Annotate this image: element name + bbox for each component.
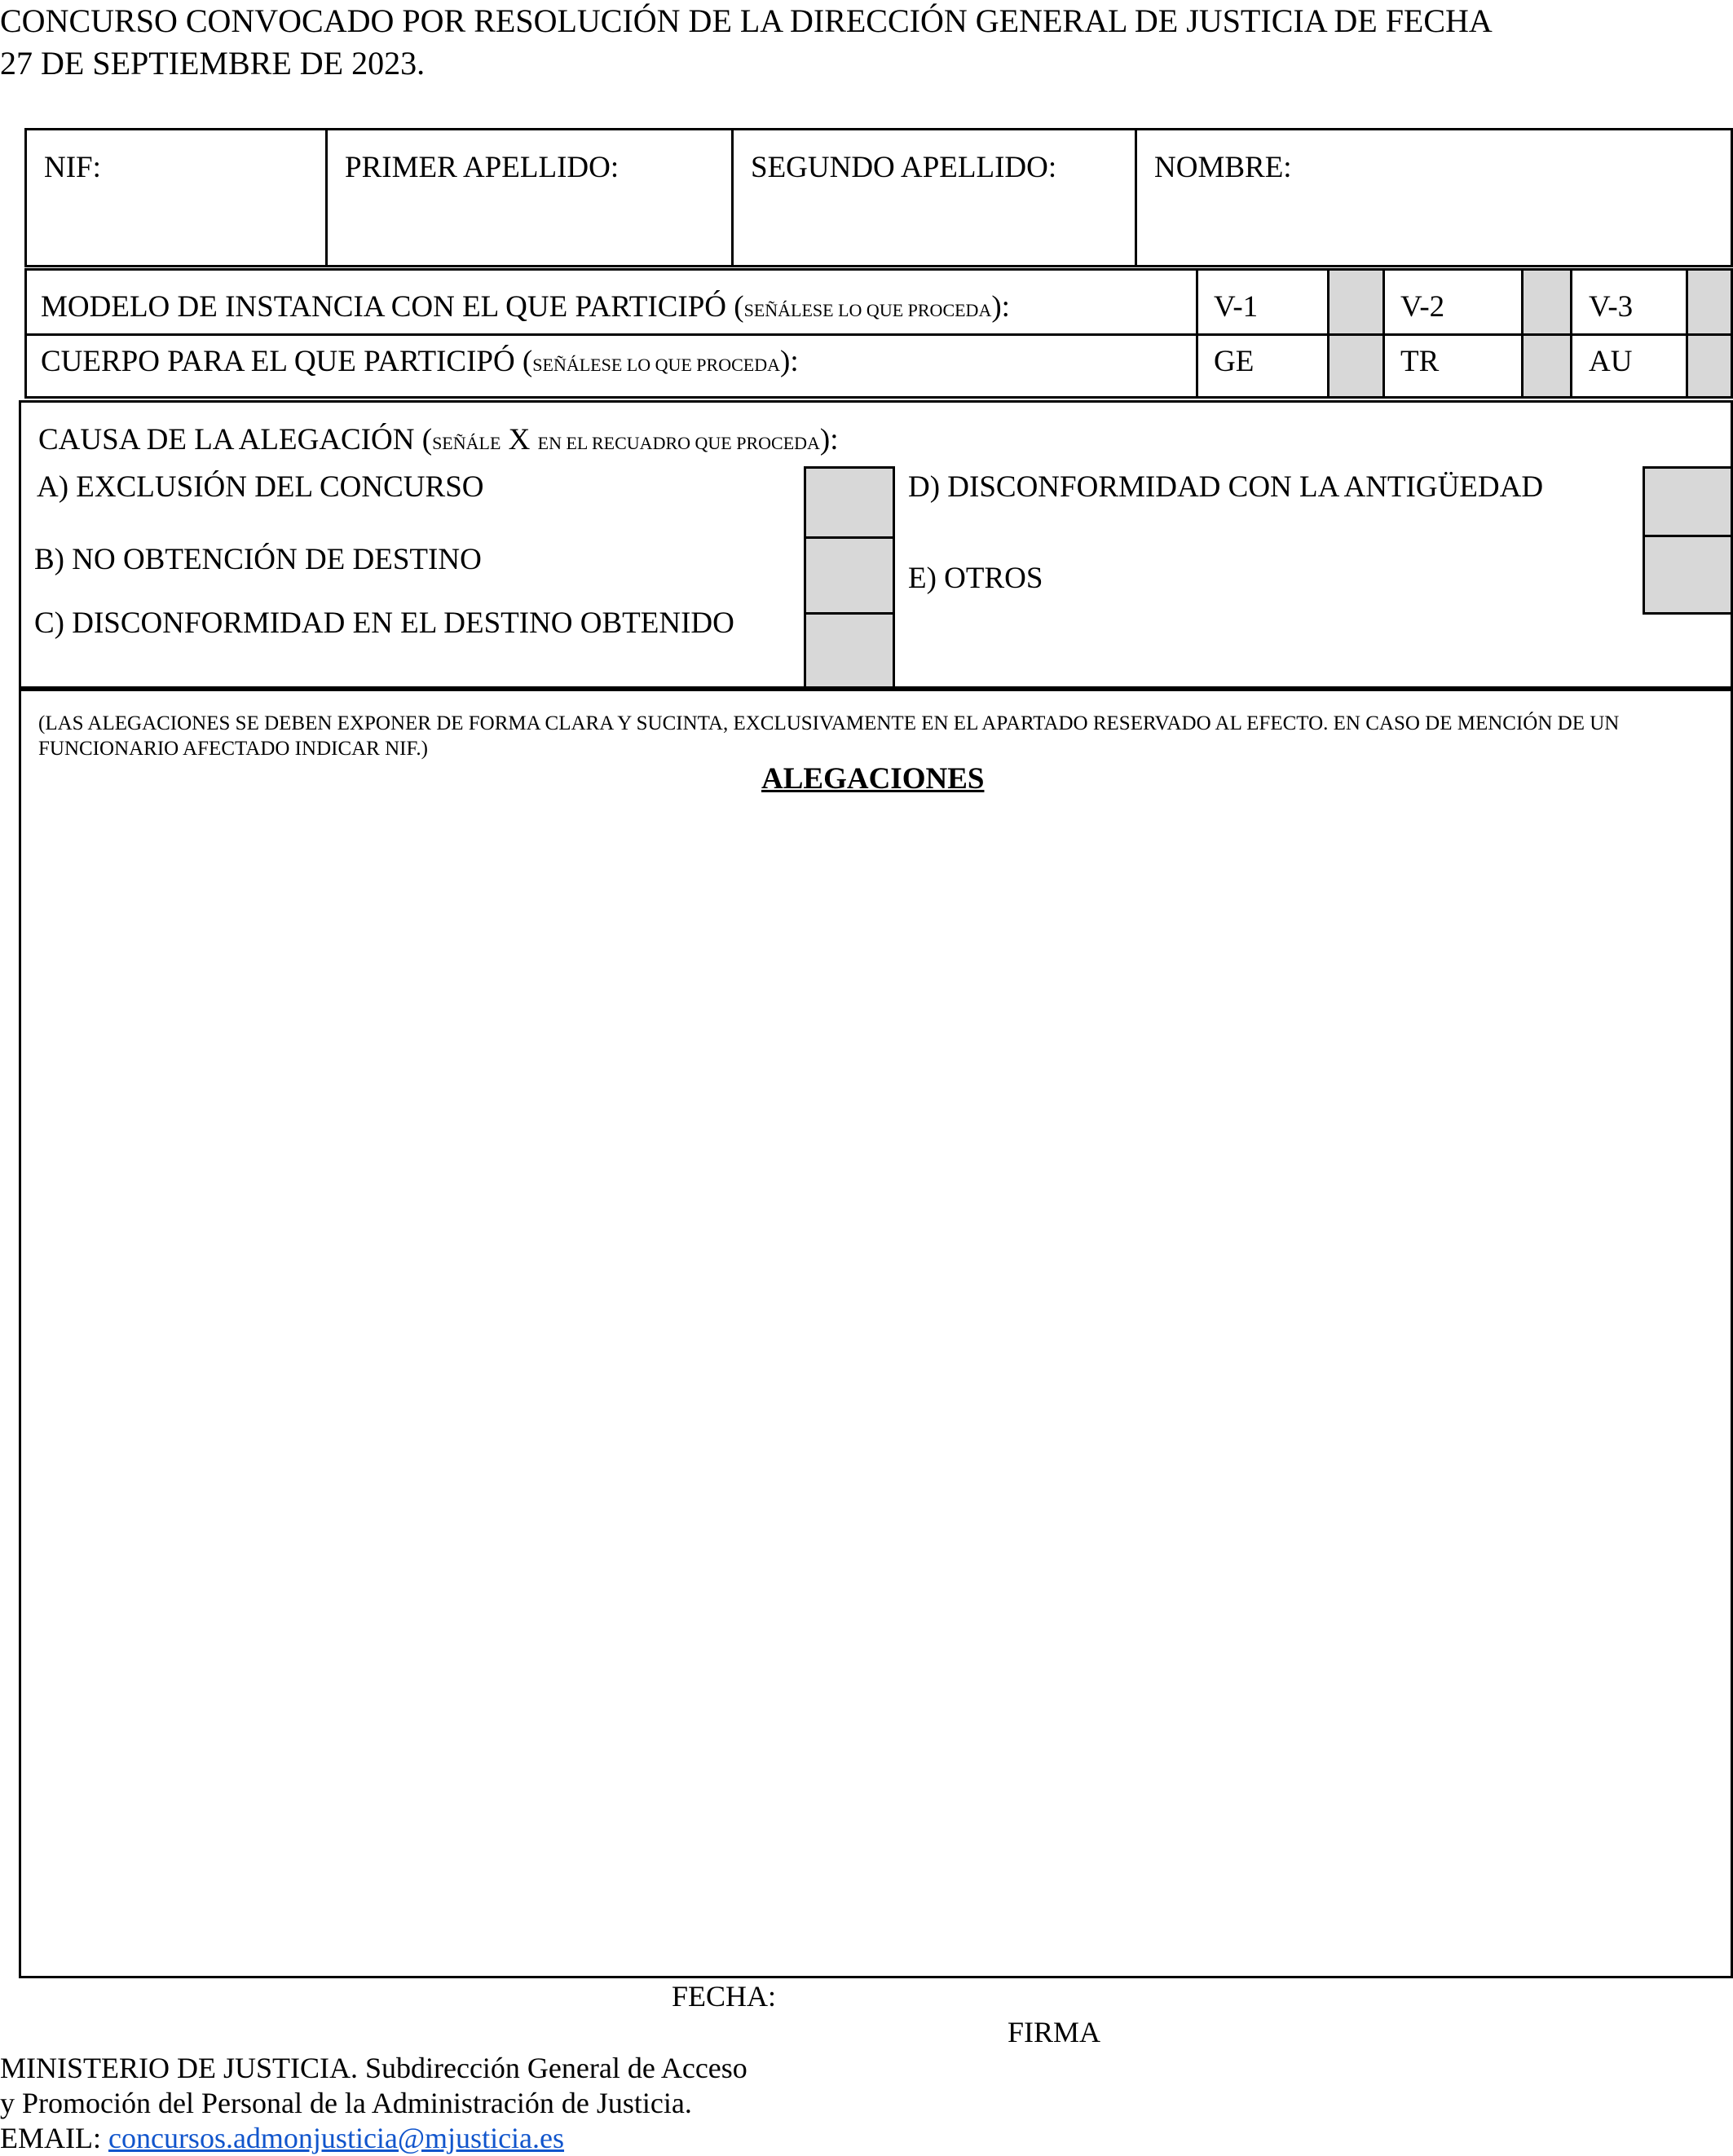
document-title: [0, 0, 1733, 85]
modelo-checkbox-v1[interactable]: [1327, 268, 1385, 336]
causa-label: CAUSA DE LA ALEGACIÓN (SEÑÁLE X EN EL RECUADRO QUE PROCEDA):: [38, 423, 839, 456]
nif-field[interactable]: NIF:: [44, 151, 101, 184]
cuerpo-checkbox-au[interactable]: [1686, 333, 1733, 399]
cuerpo-checkbox-ge[interactable]: [1327, 333, 1385, 399]
cuerpo-option-tr: TR: [1400, 345, 1440, 378]
cuerpo-option-ge: GE: [1214, 345, 1255, 378]
causa-checkbox-b[interactable]: [804, 536, 895, 615]
modelo-option-v2: V-2: [1400, 290, 1445, 324]
modelo-checkbox-v3[interactable]: [1686, 268, 1733, 336]
cuerpo-label: CUERPO PARA EL QUE PARTICIPÓ (SEÑÁLESE LO QUE PROCEDA):: [41, 345, 799, 378]
alegaciones-section[interactable]: [19, 689, 1733, 1978]
causa-option-e: E) OTROS: [908, 562, 1043, 595]
causa-option-b: B) NO OBTENCIÓN DE DESTINO: [34, 543, 482, 576]
causa-option-a: A) EXCLUSIÓN DEL CONCURSO: [37, 470, 484, 504]
cuerpo-option-au: AU: [1589, 345, 1633, 378]
title-line-2: 27 DE SEPTIEMBRE DE 2023.: [0, 45, 426, 82]
footer-subdireccion: y Promoción del Personal de la Administración de Justicia.: [0, 2087, 692, 2119]
primer-apellido-field[interactable]: PRIMER APELLIDO:: [345, 151, 620, 184]
modelo-label: MODELO DE INSTANCIA CON EL QUE PARTICIPÓ (SEÑÁLESE LO QUE PROCEDA):: [41, 290, 1010, 324]
causa-checkbox-c[interactable]: [804, 612, 895, 689]
segundo-apellido-field[interactable]: SEGUNDO APELLIDO:: [751, 151, 1057, 184]
alegaciones-heading: ALEGACIONES: [761, 762, 985, 796]
causa-checkbox-e[interactable]: [1643, 535, 1733, 615]
firma-label: FIRMA: [1008, 2016, 1101, 2048]
causa-checkbox-a[interactable]: [804, 466, 895, 539]
participation-row-divider: [24, 333, 1733, 336]
participation-divider: [1196, 268, 1198, 399]
identity-divider: [325, 128, 328, 267]
identity-table: [24, 128, 1733, 267]
email-link[interactable]: concursos.admonjusticia@mjusticia.es: [108, 2122, 565, 2154]
title-line-1: CONCURSO CONVOCADO POR RESOLUCIÓN DE LA DIRECCIÓN GENERAL DE JUSTICIA DE FECHA: [0, 2, 1493, 39]
alegaciones-note: (LAS ALEGACIONES SE DEBEN EXPONER DE FORMA CLARA Y SUCINTA, EXCLUSIVAMENTE EN EL APARTADO RESERVADO AL EFECTO. EN CASO DE MENCIÓN DE UN FUNCIONARIO AFECTADO INDICAR NIF.): [38, 712, 1620, 760]
causa-option-c: C) DISCONFORMIDAD EN EL DESTINO OBTENIDO: [34, 606, 734, 640]
causa-option-d: D) DISCONFORMIDAD CON LA ANTIGÜEDAD: [908, 470, 1544, 504]
identity-divider: [731, 128, 734, 267]
causa-checkbox-d[interactable]: [1643, 466, 1733, 537]
identity-divider: [1135, 128, 1137, 267]
cuerpo-checkbox-tr[interactable]: [1521, 333, 1572, 399]
modelo-option-v3: V-3: [1589, 290, 1634, 324]
modelo-option-v1: V-1: [1214, 290, 1259, 324]
fecha-label: FECHA:: [672, 1980, 777, 2013]
email-label: EMAIL:: [0, 2122, 108, 2154]
footer-ministerio: MINISTERIO DE JUSTICIA. Subdirección General de Acceso: [0, 2052, 747, 2084]
footer-email: [0, 2121, 564, 2156]
nombre-field[interactable]: NOMBRE:: [1154, 151, 1292, 184]
modelo-checkbox-v2[interactable]: [1521, 268, 1572, 336]
